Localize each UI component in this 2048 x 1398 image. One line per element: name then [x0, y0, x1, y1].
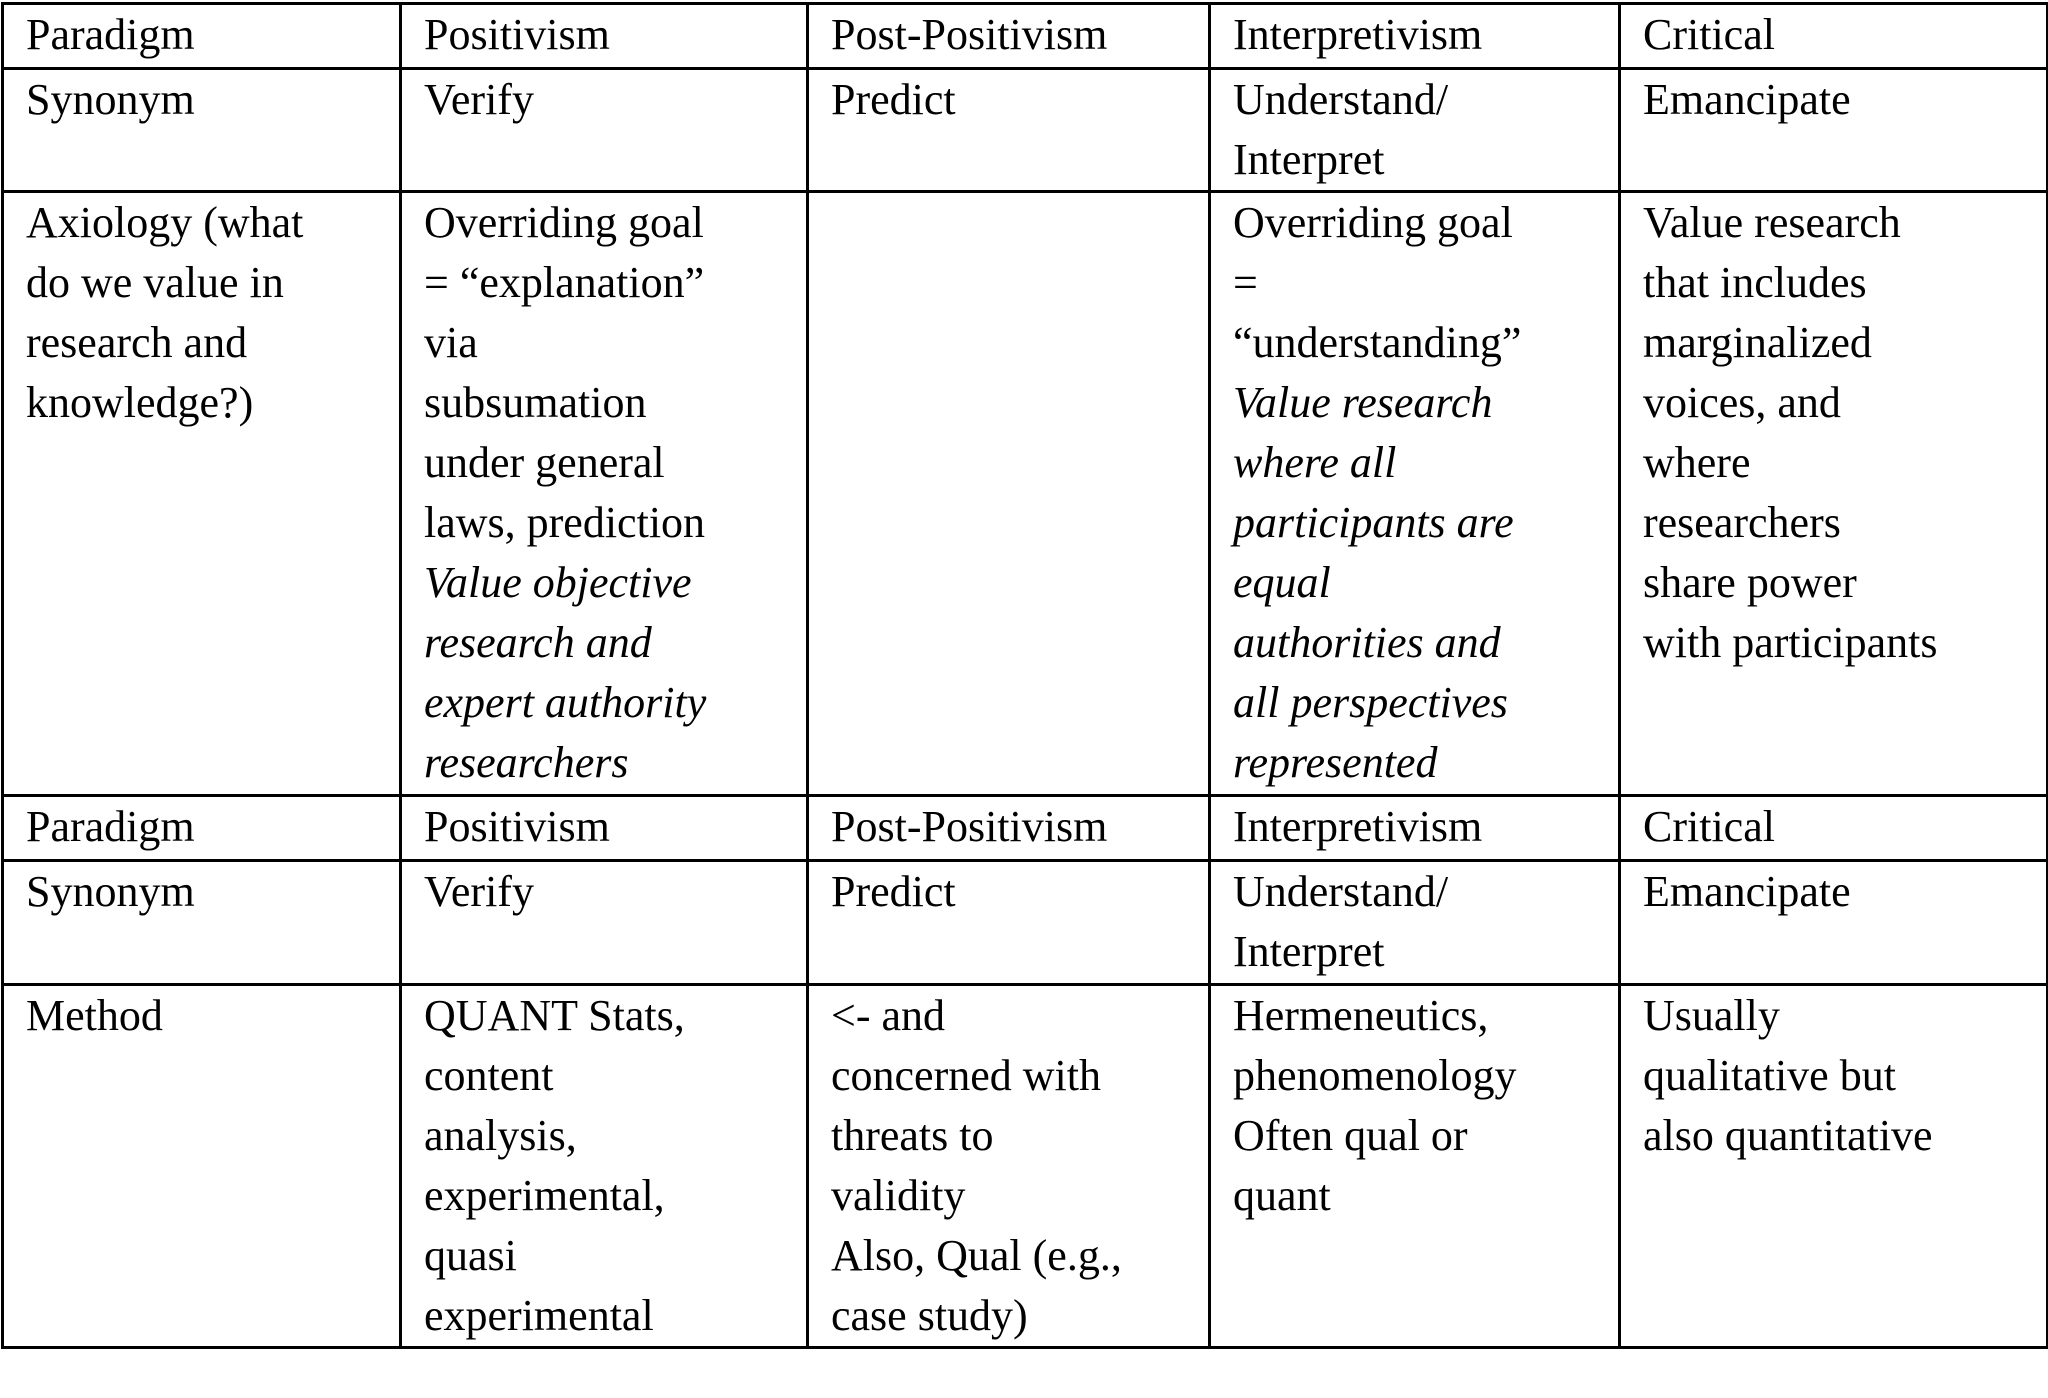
table-row-paradigm-header	[3, 4, 2048, 69]
table-cell-positivism	[401, 796, 808, 861]
table-cell-label	[3, 985, 401, 1348]
table-row-axiology	[3, 192, 2048, 796]
table-cell-label	[3, 861, 401, 985]
cell-text-line: where all	[1233, 438, 1397, 487]
cell-text-line: Method	[26, 991, 163, 1040]
table-cell-positivism	[401, 192, 808, 796]
table-cell-positivism	[401, 861, 808, 985]
cell-text-line: via	[424, 318, 478, 367]
cell-text-line: Positivism	[424, 10, 610, 59]
table-cell-label	[3, 4, 401, 69]
cell-text-line: Interpretivism	[1233, 802, 1483, 851]
cell-text-line: Value research	[1233, 378, 1493, 427]
cell-text-line: <- and	[831, 991, 945, 1040]
cell-text-line: Emancipate	[1643, 867, 1851, 916]
cell-text-line: Understand/	[1233, 867, 1449, 916]
cell-text-line: Interpret	[1233, 927, 1385, 976]
table-row-synonym	[3, 69, 2048, 192]
cell-text-line: research and	[424, 618, 652, 667]
table-cell-label	[3, 796, 401, 861]
cell-text-line: validity	[831, 1171, 966, 1220]
cell-text-line: quasi	[424, 1231, 517, 1280]
table-row-synonym-repeat	[3, 861, 2048, 985]
cell-text-line: expert authority	[424, 678, 707, 727]
cell-text-line: Value research	[1643, 198, 1901, 247]
table-cell-interpretivism	[1210, 192, 1620, 796]
cell-text-line: Interpretivism	[1233, 10, 1483, 59]
table-cell-interpretivism	[1210, 4, 1620, 69]
table-cell-post-positivism	[808, 796, 1210, 861]
cell-text-line: also quantitative	[1643, 1111, 1933, 1160]
cell-text-line: Value objective	[424, 558, 692, 607]
cell-text-line: qualitative but	[1643, 1051, 1896, 1100]
cell-text-line: Paradigm	[26, 10, 195, 59]
cell-text-line: =	[1233, 258, 1258, 307]
table-cell-interpretivism	[1210, 69, 1620, 192]
table-body	[3, 4, 2048, 1348]
cell-text-line: under general	[424, 438, 665, 487]
cell-text-line: Paradigm	[26, 802, 195, 851]
table-cell-critical	[1620, 69, 2048, 192]
cell-text-line: authorities and	[1233, 618, 1501, 667]
cell-text-line: all perspectives	[1233, 678, 1508, 727]
cell-text-line: Axiology (what	[26, 198, 304, 247]
cell-text-line: analysis,	[424, 1111, 577, 1160]
table-cell-interpretivism	[1210, 985, 1620, 1348]
cell-text-line: participants are	[1233, 498, 1514, 547]
table-cell-critical	[1620, 4, 2048, 69]
cell-text-line: Also, Qual (e.g.,	[831, 1231, 1122, 1280]
cell-text-line: QUANT Stats,	[424, 991, 685, 1040]
cell-text-line: Synonym	[26, 75, 195, 124]
cell-text-line: where	[1643, 438, 1751, 487]
cell-text-line: phenomenology	[1233, 1051, 1517, 1100]
cell-text-line: do we value in	[26, 258, 284, 307]
cell-text-line: Predict	[831, 867, 956, 916]
cell-text-line: Post-Positivism	[831, 802, 1108, 851]
cell-text-line: Overriding goal	[1233, 198, 1513, 247]
cell-text-line: experimental,	[424, 1171, 665, 1220]
cell-text-line: that includes	[1643, 258, 1867, 307]
cell-text-line: Often qual or	[1233, 1111, 1468, 1160]
cell-text-line: share power	[1643, 558, 1857, 607]
cell-text-line: Critical	[1643, 10, 1775, 59]
cell-text-line: subsumation	[424, 378, 647, 427]
research-paradigms-table	[1, 2, 2048, 1349]
cell-text-line: quant	[1233, 1171, 1331, 1220]
table-cell-critical	[1620, 796, 2048, 861]
table-cell-post-positivism	[808, 985, 1210, 1348]
cell-text-line: content	[424, 1051, 554, 1100]
cell-text-line: Critical	[1643, 802, 1775, 851]
table-cell-post-positivism	[808, 192, 1210, 796]
table-cell-label	[3, 69, 401, 192]
table-cell-interpretivism	[1210, 861, 1620, 985]
cell-text-line: voices, and	[1643, 378, 1841, 427]
cell-text-line: Interpret	[1233, 135, 1385, 184]
cell-text-line: Usually	[1643, 991, 1780, 1040]
cell-text-line: “understanding”	[1233, 318, 1522, 367]
table-row-method	[3, 985, 2048, 1348]
cell-text-line: Hermeneutics,	[1233, 991, 1489, 1040]
cell-text-line: marginalized	[1643, 318, 1872, 367]
table-cell-label	[3, 192, 401, 796]
table-cell-positivism	[401, 985, 808, 1348]
table-row-paradigm-header-repeat	[3, 796, 2048, 861]
cell-text-line: Understand/	[1233, 75, 1449, 124]
table-cell-positivism	[401, 4, 808, 69]
cell-text-line: concerned with	[831, 1051, 1101, 1100]
cell-text-line: laws, prediction	[424, 498, 706, 547]
cell-text-line: knowledge?)	[26, 378, 254, 427]
cell-text-line: Predict	[831, 75, 956, 124]
cell-text-line: researchers	[1643, 498, 1841, 547]
cell-text-line: researchers	[424, 738, 629, 787]
cell-text-line: case study)	[831, 1291, 1028, 1340]
cell-text-line: Post-Positivism	[831, 10, 1108, 59]
table-cell-critical	[1620, 985, 2048, 1348]
cell-text-line: = “explanation”	[424, 258, 705, 307]
cell-text-line: Synonym	[26, 867, 195, 916]
cell-text-line: Positivism	[424, 802, 610, 851]
table-cell-positivism	[401, 69, 808, 192]
cell-text-line: Verify	[424, 75, 534, 124]
cell-text-line: Overriding goal	[424, 198, 704, 247]
cell-text-line: represented	[1233, 738, 1438, 787]
table-cell-critical	[1620, 861, 2048, 985]
cell-text-line: threats to	[831, 1111, 994, 1160]
cell-text-line: Verify	[424, 867, 534, 916]
table-cell-interpretivism	[1210, 796, 1620, 861]
table-cell-critical	[1620, 192, 2048, 796]
cell-text-line: Emancipate	[1643, 75, 1851, 124]
cell-text-line: experimental	[424, 1291, 654, 1340]
cell-text-line: equal	[1233, 558, 1331, 607]
table-cell-post-positivism	[808, 4, 1210, 69]
table-cell-post-positivism	[808, 861, 1210, 985]
table-cell-post-positivism	[808, 69, 1210, 192]
cell-text-line: research and	[26, 318, 248, 367]
cell-text-line: with participants	[1643, 618, 1938, 667]
